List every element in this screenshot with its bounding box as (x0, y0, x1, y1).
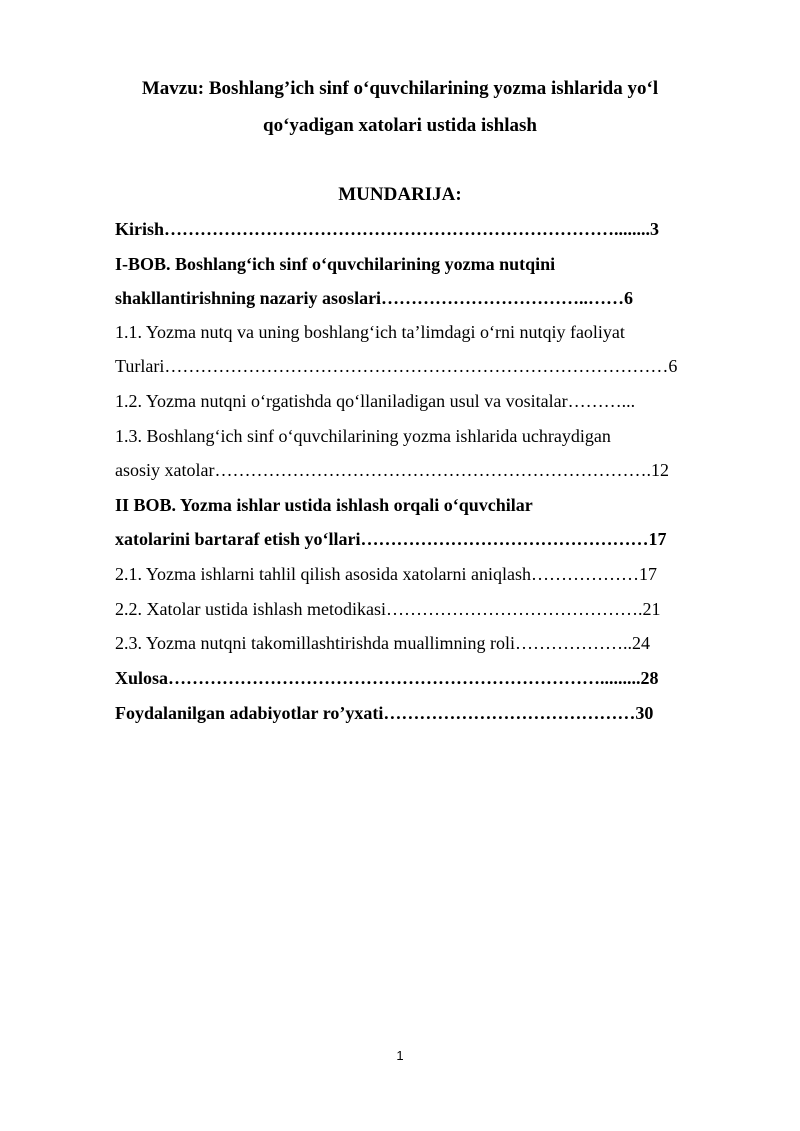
toc-entry-kirish: Kirish…………………………………………………………………........3 (115, 219, 660, 239)
toc-entry-1-1-line-2: Turlari…………………………………………………………………………6 (115, 356, 678, 376)
title-line-2: qo‘yadigan xatolari ustida ishlash (263, 115, 537, 136)
toc-entry-chapter-2-line-2: xatolarini bartaraf etish yo‘llari…………………………………………17 (115, 529, 667, 549)
toc-entry-1-2: 1.2. Yozma nutqni o‘rgatishda qo‘llaniladigan usul va vositalar………... (115, 391, 636, 411)
toc-entry-references: Foydalanilgan adabiyotlar ro’yxati……………………………………30 (115, 703, 654, 723)
toc-entry-chapter-1-line-1: I-BOB. Boshlang‘ich sinf o‘quvchilarining yozma nutqini (115, 254, 556, 274)
title-line-1: Mavzu: Boshlang’ich sinf o‘quvchilarining yozma ishlarida yo‘l (141, 78, 659, 99)
toc-entry-1-3-line-1: 1.3. Boshlang‘ich sinf o‘quvchilarining yozma ishlarida uchraydigan (115, 426, 611, 446)
toc-entry-2-1: 2.1. Yozma ishlarni tahlil qilish asosida xatolarni aniqlash………………17 (115, 564, 657, 584)
toc-entry-chapter-1-line-2: shakllantirishning nazariy asoslari……………………………..……6 (115, 288, 634, 308)
toc-entry-2-3: 2.3. Yozma nutqni takomillashtirishda muallimning roli………………..24 (115, 633, 650, 653)
toc-entry-1-3-line-2: asosiy xatolar……………………………………………………………….12 (115, 460, 669, 480)
toc-entry-1-1-line-1: 1.1. Yozma nutq va uning boshlang‘ich ta’limdagi o‘rni nutqiy faoliyat (115, 322, 625, 342)
toc-entry-2-2: 2.2. Xatolar ustida ishlash metodikasi…………………………………….21 (115, 599, 661, 619)
toc-entry-chapter-2-line-1: II BOB. Yozma ishlar ustida ishlash orqali o‘quvchilar (115, 495, 533, 515)
page-number: 1 (396, 1048, 404, 1063)
contents-heading: MUNDARIJA: (338, 184, 462, 205)
toc-entry-xulosa: Xulosa……………………………………………………………….........28 (115, 668, 659, 688)
